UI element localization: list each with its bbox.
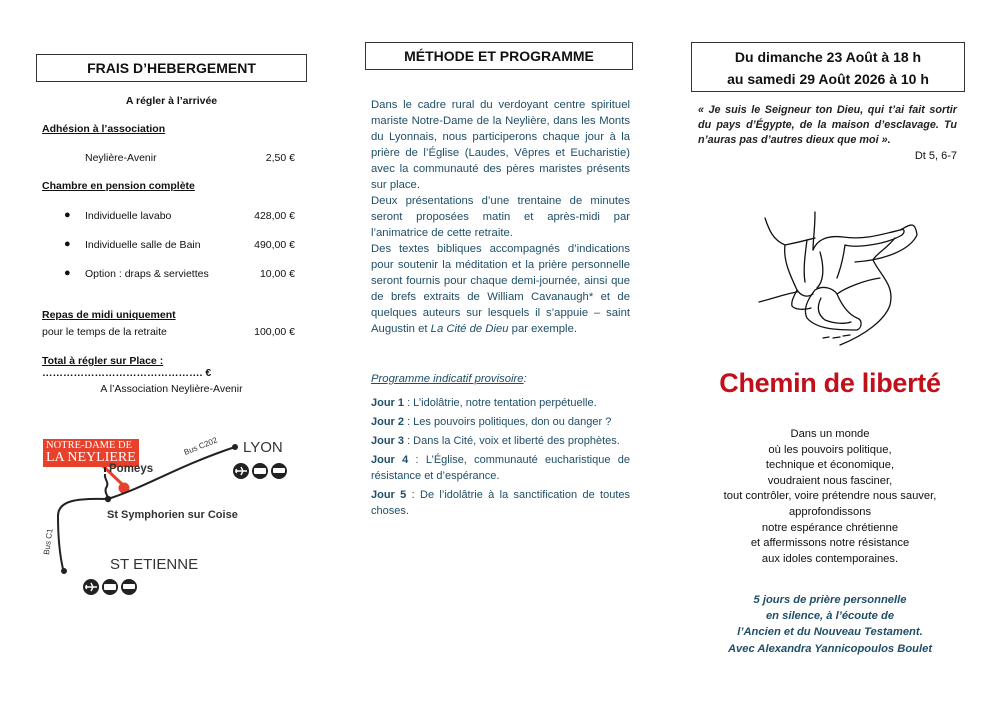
retreat-teaser: [690, 592, 970, 657]
program-title-suffix: :: [523, 373, 527, 385]
day-text: : Les pouvoirs politiques, don ou danger ?: [404, 416, 612, 428]
walking-feet-illustration: [745, 190, 920, 350]
total-value: ………………………………………. €: [42, 367, 212, 379]
room-row: [42, 239, 295, 253]
bus-icon: [121, 579, 137, 595]
poem-line: voudraient nous fasciner,: [767, 474, 893, 487]
poem-line: tout contrôler, voire prétendre nous sauver,: [723, 490, 937, 503]
main-title: Chemin de liberté: [719, 368, 941, 398]
teaser-line: Avec Alexandra Yannicopoulos Boulet: [727, 642, 933, 655]
teaser-line: l’Ancien et du Nouveau Testament.: [737, 626, 923, 639]
room-price: 428,00 €: [254, 210, 295, 222]
day-label: Jour 5: [371, 489, 407, 501]
day-label: Jour 4: [371, 454, 409, 466]
payee: A l’Association Neylière-Avenir: [100, 383, 243, 395]
room-row: [42, 210, 295, 224]
program-title: [371, 373, 527, 385]
plane-icon: [233, 463, 249, 479]
day-text: : L’Église, communauté eucharistique de résistance et d’espérance.: [371, 454, 630, 482]
route-st-etienne: [58, 499, 108, 569]
poem-line: aux idoles contemporaines.: [761, 552, 899, 565]
methode-paragraph: Dans le cadre rural du verdoyant centre spirituel mariste Notre-Dame de la Neylière, dans les Monts du Lyonnais, nous participerons chaque jour à la prière de l’Église (Laudes, Vêpres et Eucharistie) avec la communauté des pères maristes présents sur place.: [371, 99, 630, 191]
bus-c202-label: Bus C202: [182, 435, 219, 457]
day-text: : L’idolâtrie, notre tentation perpétuelle.: [404, 397, 597, 409]
poem-line: et affermissons notre résistance: [750, 537, 910, 550]
poem-line: Dans un monde: [790, 428, 870, 440]
lyon-label: LYON: [243, 439, 283, 456]
methode-paragraph: Deux présentations d’une trentaine de minutes seront proposées matin et après-midi par l’animatrice de cette retraite.: [371, 195, 630, 239]
lunch-label: pour le temps de la retraite: [42, 326, 167, 338]
total-label: Total à régler sur Place :: [42, 355, 164, 367]
program-list: [371, 395, 630, 522]
frais-title: FRAIS D’HEBERGEMENT: [36, 54, 307, 82]
payment-note: A régler à l’arrivée: [125, 95, 218, 107]
poem-line: technique et économique,: [765, 459, 895, 472]
day-label: Jour 3: [371, 435, 405, 447]
room-label: Individuelle salle de Bain: [85, 239, 201, 251]
teaser-line: 5 jours de prière personnelle: [753, 594, 907, 606]
poem-line: approfondissons: [788, 505, 872, 518]
lunch-heading: Repas de midi uniquement: [42, 309, 176, 321]
scripture-reference: Dt 5, 6-7: [914, 150, 957, 162]
st-symphorien-dot: [105, 496, 111, 502]
plane-icon: [83, 579, 99, 595]
total-row: [42, 355, 295, 379]
day-text: : De l’idolâtrie à la sanctification de toutes choses.: [371, 489, 630, 517]
methode-title: MÉTHODE ET PROGRAMME: [365, 42, 633, 70]
day-label: Jour 2: [371, 416, 405, 428]
bullet-icon: ●: [64, 238, 71, 250]
membership-price: 2,50 €: [265, 152, 295, 164]
book-title: La Cité de Dieu: [430, 323, 509, 335]
program-day: [371, 433, 630, 449]
dates-box: [691, 42, 965, 92]
methode-paragraph-text: Des textes bibliques accompagnés d’indications pour soutenir la méditation et la prière personnelle seront fournis pour chaque demi-journée, ainsi que de brefs extraits de William Cavanaugh* et de quelques auteurs sur lesquels il s’appuie – saint Augustin et: [371, 243, 630, 335]
bus-icon: [271, 463, 287, 479]
dates-line-2: au samedi 29 Août 2026 à 10 h: [727, 71, 929, 87]
day-label: Jour 1: [371, 397, 405, 409]
program-day: [371, 414, 630, 430]
room-price: 490,00 €: [254, 239, 295, 251]
poem-line: où les pouvoirs politique,: [768, 443, 892, 456]
teaser-line: en silence, à l’écoute de: [765, 610, 895, 623]
bullet-icon: ●: [64, 209, 71, 221]
poem: [690, 427, 970, 567]
room-heading: Chambre en pension complète: [42, 180, 195, 192]
program-day: [371, 395, 630, 411]
room-label: Individuelle lavabo: [85, 210, 172, 222]
train-icon: [102, 579, 118, 595]
methode-paragraph: [371, 241, 630, 337]
program-title-text: Programme indicatif provisoire: [371, 373, 524, 385]
membership-row: [42, 152, 295, 166]
program-day: [371, 452, 630, 484]
neyliere-label-line1: NOTRE-DAME DE: [46, 440, 133, 451]
st-symphorien-label: St Symphorien sur Coise: [107, 509, 238, 521]
train-icon: [252, 463, 268, 479]
bullet-icon: ●: [64, 267, 71, 279]
day-text: : Dans la Cité, voix et liberté des prophètes.: [404, 435, 620, 447]
room-row: [42, 268, 295, 282]
membership-label: Neylière-Avenir: [85, 152, 157, 164]
lyon-dot: [232, 444, 238, 450]
dates-line-1: Du dimanche 23 Août à 18 h: [734, 49, 922, 65]
access-map: [38, 436, 308, 596]
lunch-price: 100,00 €: [254, 326, 295, 338]
methode-paragraph-end: par exemple.: [508, 323, 577, 335]
st-etienne-dot: [61, 568, 67, 574]
lunch-row: [42, 326, 295, 340]
room-label: Option : draps & serviettes: [85, 268, 209, 280]
methode-text: [371, 97, 630, 337]
membership-heading: Adhésion à l’association: [42, 123, 166, 135]
room-price: 10,00 €: [259, 268, 295, 280]
pomeys-label: Pomeys: [109, 463, 154, 475]
scripture-quote: « Je suis le Seigneur ton Dieu, qui t’ai fait sortir du pays d’Égypte, de la maison d’esclavage. Tu n’auras pas d’autres dieux que moi ».: [698, 104, 957, 146]
st-etienne-label: ST ETIENNE: [110, 556, 199, 573]
poem-line: notre espérance chrétienne: [761, 521, 899, 534]
bus-c1-label: Bus C1: [42, 528, 55, 556]
program-day: [371, 487, 630, 519]
neyliere-label-line2: LA NEYLIERE: [46, 450, 136, 465]
